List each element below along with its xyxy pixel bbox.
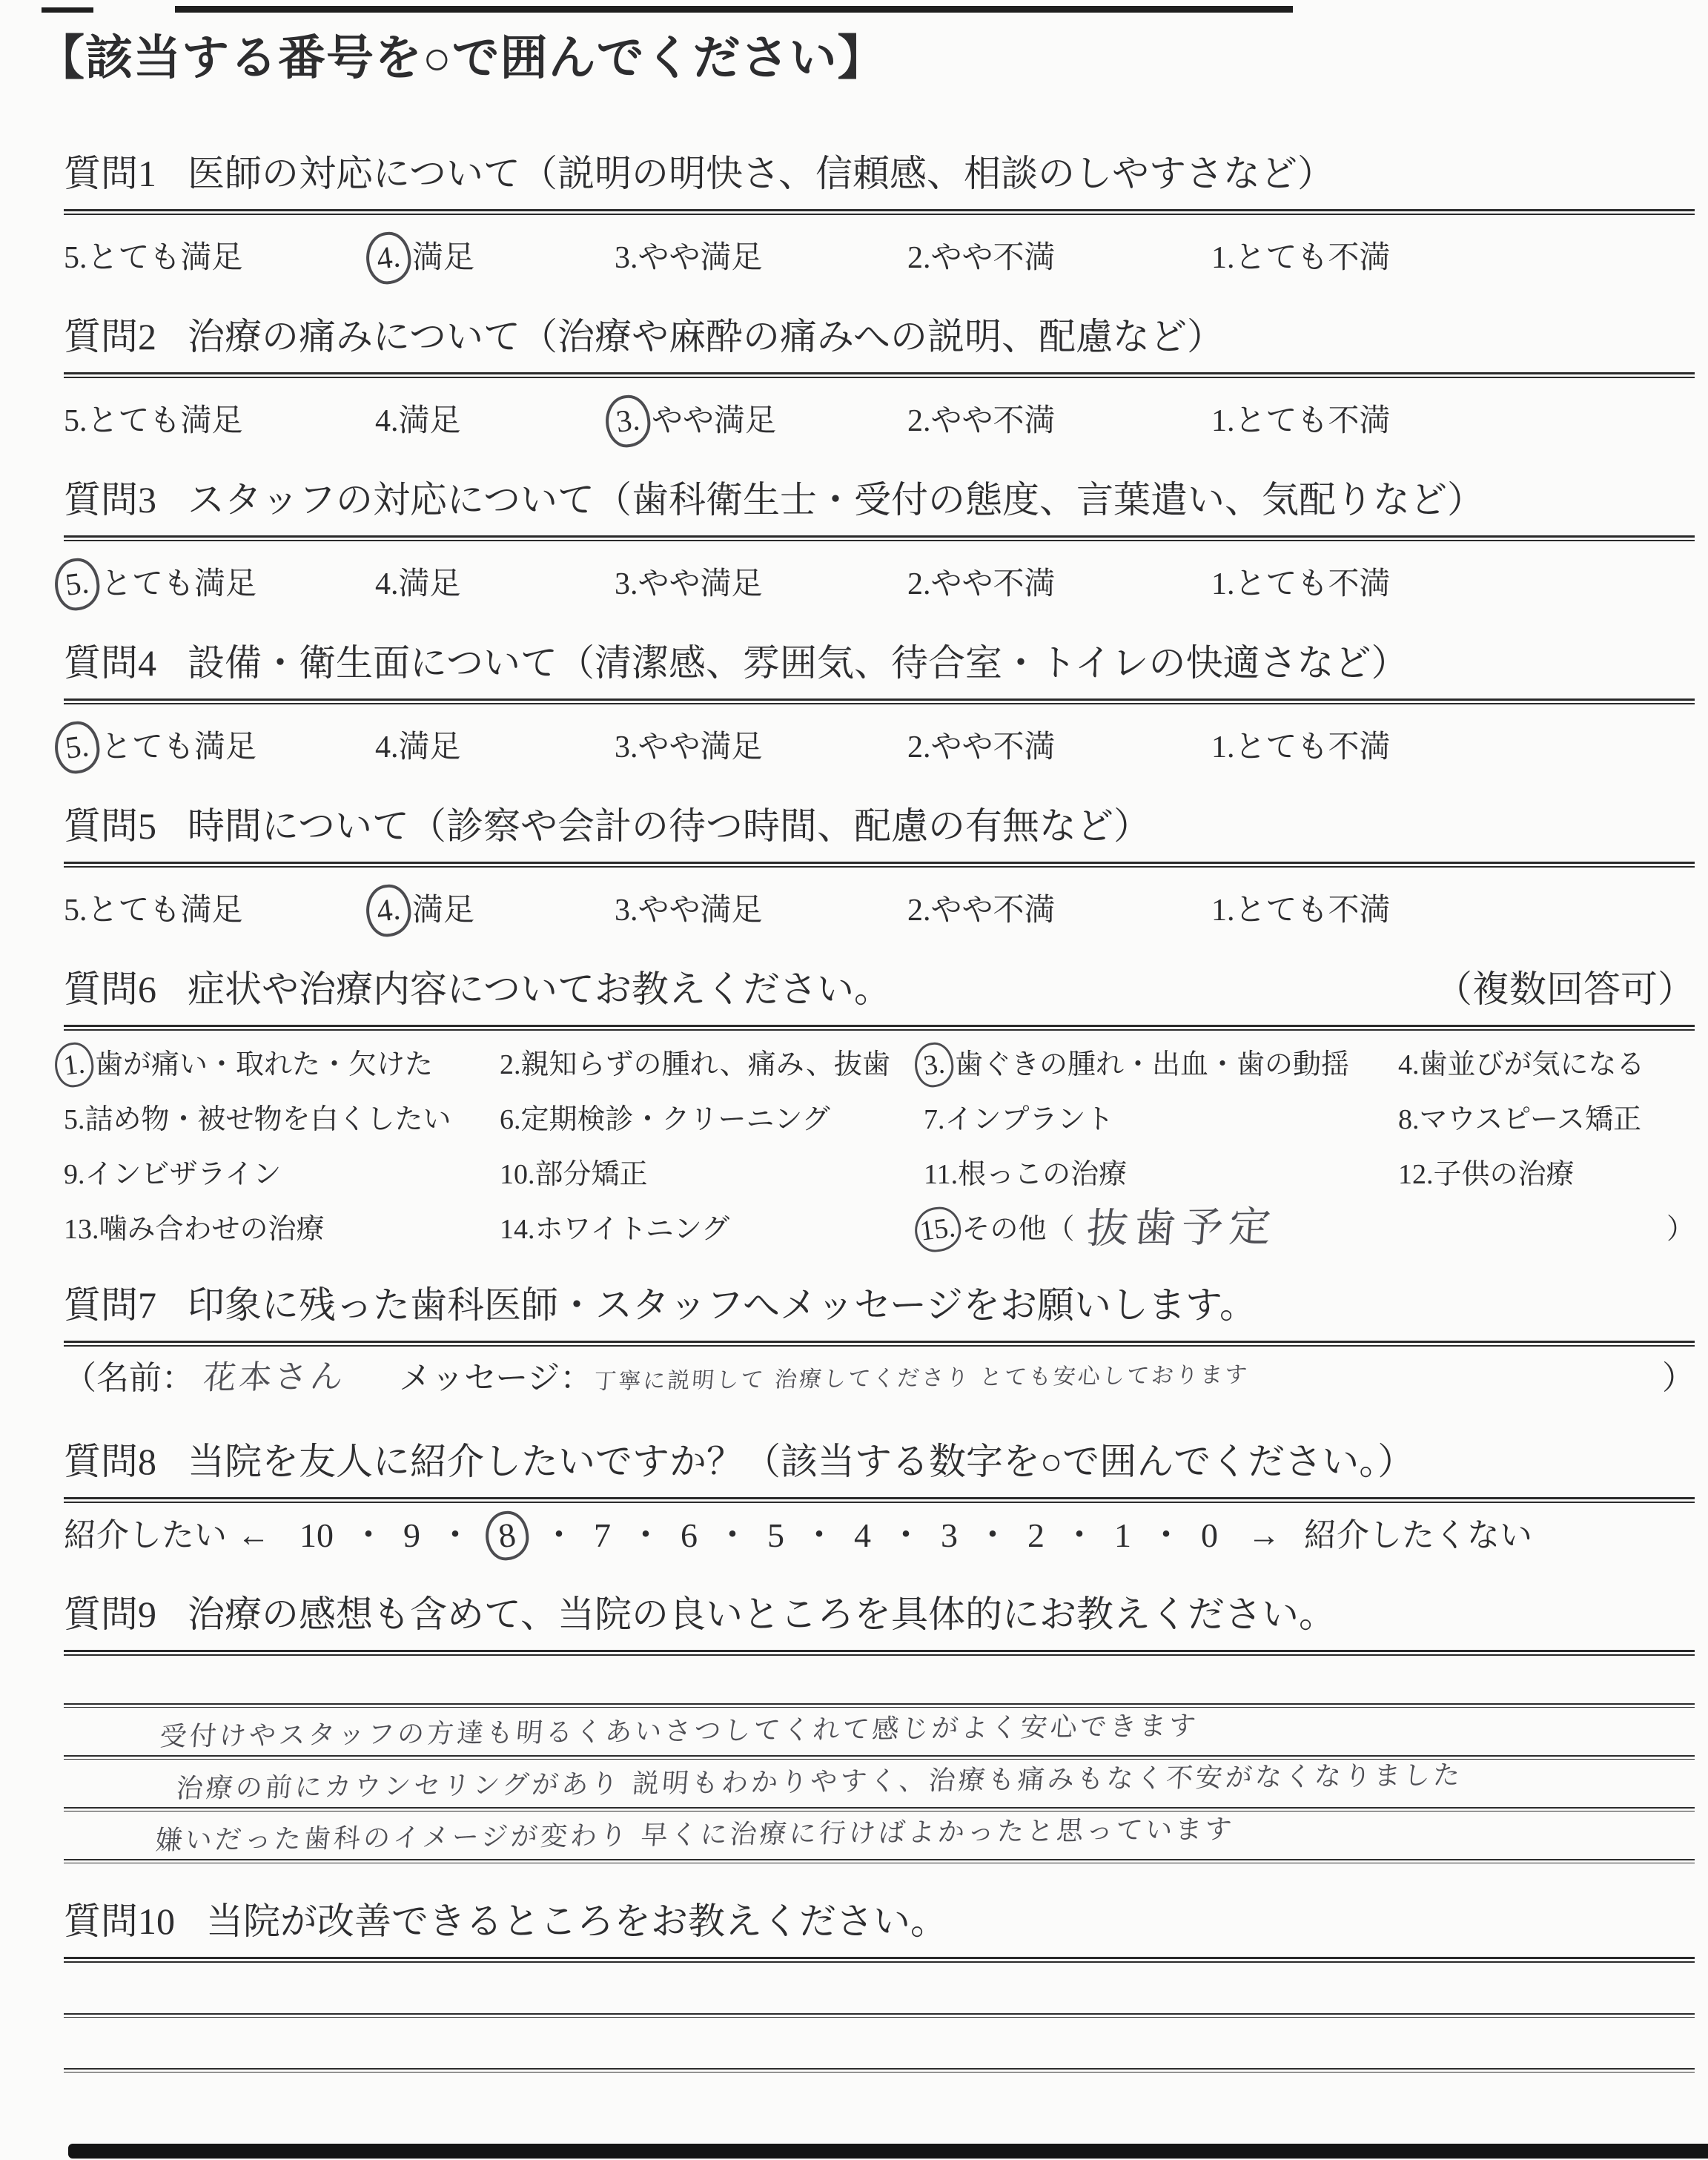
question-topic: 医師の対応について（説明の明快さ、信頼感、相談のしやすさなど） xyxy=(188,152,1334,194)
option-label: 満足 xyxy=(412,240,475,275)
question-topic: 設備・衛生面について（清潔感、雰囲気、待合室・トイレの快適さなど） xyxy=(188,641,1409,684)
closing-paren: ） xyxy=(1666,1213,1695,1245)
option-label: やや不満 xyxy=(930,567,1056,601)
option-number-circled: 15. xyxy=(913,1204,963,1254)
rating-option-1 xyxy=(1211,890,1391,931)
option-number: 2. xyxy=(907,893,931,928)
option-number: 12. xyxy=(1398,1158,1434,1190)
dot-separator: ・ xyxy=(976,1516,1010,1554)
rating-option-2 xyxy=(907,727,1211,768)
question-6-options xyxy=(62,1047,1695,1253)
option-label: やや不満 xyxy=(930,240,1056,275)
handwritten-answer-line-3: 嫌いだった歯科のイメージが変わり 早くに治療に行けばよかったと思っています xyxy=(154,1814,1236,1856)
option-label: とても満足 xyxy=(87,403,243,438)
dot-separator: ・ xyxy=(1149,1516,1183,1554)
nps-10: 10 xyxy=(299,1516,334,1554)
nps-7: 7 xyxy=(594,1516,611,1554)
option-label: やや不満 xyxy=(930,403,1056,438)
option-number: 4. xyxy=(375,403,399,438)
divider-line xyxy=(64,1025,1695,1031)
question-4-options xyxy=(64,727,1695,768)
option-number: 4. xyxy=(375,567,399,601)
rating-option-5 xyxy=(64,237,375,279)
rating-option-1 xyxy=(1211,727,1391,768)
option-label: とても満足 xyxy=(87,893,243,928)
dot-separator: ・ xyxy=(889,1516,923,1554)
nps-1: 1 xyxy=(1114,1516,1131,1554)
symptom-option-14 xyxy=(500,1212,924,1247)
answer-line-blank xyxy=(64,1656,1695,1708)
nps-9: 9 xyxy=(403,1516,420,1554)
option-number: 11. xyxy=(924,1158,959,1190)
divider-line xyxy=(64,1957,1695,1963)
answer-line-blank xyxy=(64,1963,1695,2018)
option-label: 根っこの治療 xyxy=(958,1158,1128,1190)
message-field-label: メッセージ： xyxy=(399,1359,593,1396)
question-7-answer-row xyxy=(64,1357,1695,1404)
rating-option-4 xyxy=(375,237,615,279)
question-number-label: 質問7 xyxy=(64,1284,156,1326)
option-number: 6. xyxy=(500,1103,521,1135)
dot-separator: ・ xyxy=(438,1516,472,1554)
symptom-option-6 xyxy=(500,1102,924,1137)
question-number-label: 質問6 xyxy=(64,968,156,1010)
divider-line xyxy=(64,1341,1695,1347)
option-label: 歯並びが気になる xyxy=(1419,1048,1645,1080)
handwritten-message: 丁寧に説明して 治療してくださり とても安心しております xyxy=(593,1361,1251,1395)
rating-option-3 xyxy=(615,564,907,605)
dot-separator: ・ xyxy=(802,1516,836,1554)
handwritten-other-answer: 抜歯予定 xyxy=(1084,1202,1279,1253)
rating-option-4 xyxy=(375,727,615,768)
option-label: やや満足 xyxy=(638,240,763,275)
option-number: 3. xyxy=(615,893,638,928)
option-label: やや満足 xyxy=(638,730,763,764)
option-number: 2. xyxy=(907,567,931,601)
option-number: 7. xyxy=(924,1103,945,1135)
form-title: 【該当する番号を○で囲んでください】 xyxy=(37,32,886,85)
question-4 xyxy=(64,641,1695,768)
scale-right-label: 紹介したくない xyxy=(1304,1516,1532,1553)
option-label: とても不満 xyxy=(1234,567,1391,601)
option-number: 10. xyxy=(500,1158,535,1190)
rating-option-3 xyxy=(615,237,907,279)
option-number: 1. xyxy=(1211,403,1235,438)
option-label: とても満足 xyxy=(101,567,257,601)
symptom-option-13 xyxy=(64,1212,500,1247)
option-number-circled: 5. xyxy=(52,719,102,776)
option-number-circled: 3. xyxy=(603,392,653,449)
rating-option-5 xyxy=(64,890,375,931)
question-6 xyxy=(62,967,1695,1253)
option-label: その他（ xyxy=(961,1213,1075,1245)
handwritten-answer-line-1: 受付けやスタッフの方達も明るくあいさつしてくれて感じがよく安心できます xyxy=(159,1710,1200,1752)
option-label: とても不満 xyxy=(1234,403,1391,438)
option-label: 部分矯正 xyxy=(534,1158,648,1190)
question-number-label: 質問2 xyxy=(64,315,156,357)
answer-line-blank xyxy=(64,2018,1695,2073)
question-2 xyxy=(64,314,1695,442)
divider-line xyxy=(64,535,1695,541)
question-3 xyxy=(64,478,1695,605)
symptom-option-12 xyxy=(1398,1157,1695,1192)
option-number: 8. xyxy=(1398,1103,1420,1135)
question-10-header xyxy=(64,1899,1695,1943)
divider-line xyxy=(64,1497,1695,1503)
question-number-label: 質問1 xyxy=(64,152,156,194)
rating-option-2 xyxy=(907,564,1211,605)
option-label: やや満足 xyxy=(638,893,763,928)
closing-paren: ） xyxy=(1662,1359,1695,1396)
dot-separator: ・ xyxy=(351,1516,385,1554)
answer-line-1 xyxy=(64,1708,1695,1760)
rating-option-5 xyxy=(64,727,375,768)
option-number-circled: 5. xyxy=(52,555,102,612)
option-label: やや不満 xyxy=(930,893,1056,928)
rating-option-3 xyxy=(615,890,907,931)
symptom-option-3 xyxy=(921,1047,1398,1083)
question-8-header xyxy=(64,1439,1695,1484)
question-3-header xyxy=(64,478,1695,522)
option-label: ホワイトニング xyxy=(534,1213,730,1245)
question-6-header xyxy=(64,967,1695,1011)
option-label: とても不満 xyxy=(1234,730,1391,764)
option-label: やや満足 xyxy=(638,567,763,601)
nps-4: 4 xyxy=(854,1516,871,1554)
nps-0: 0 xyxy=(1201,1516,1218,1554)
option-number: 13. xyxy=(64,1213,99,1245)
option-number-circled: 4. xyxy=(363,229,414,286)
rating-option-3 xyxy=(615,727,907,768)
question-number-label: 質問8 xyxy=(64,1440,156,1482)
option-label: 歯が痛い・取れた・欠けた xyxy=(95,1048,434,1080)
option-label: 詰め物・被せ物を白くしたい xyxy=(85,1103,451,1135)
option-label: とても不満 xyxy=(1234,893,1391,928)
option-label: 満足 xyxy=(412,893,475,928)
rating-option-2 xyxy=(907,400,1211,442)
option-number: 1. xyxy=(1211,240,1235,275)
option-number: 5. xyxy=(64,403,87,438)
dot-separator: ・ xyxy=(542,1516,576,1554)
rating-option-3 xyxy=(615,400,907,442)
option-label: インビザライン xyxy=(85,1158,282,1190)
question-topic: 治療の感想も含めて、当院の良いところを具体的にお教えください。 xyxy=(188,1593,1336,1635)
symptom-option-15-other xyxy=(918,1202,1695,1253)
handwritten-answer-line-2: 治療の前にカウンセリングがあり 説明もわかりやすく、治療も痛みもなく不安がなくなりました xyxy=(175,1760,1464,1804)
divider-line xyxy=(64,862,1695,868)
rating-option-5 xyxy=(64,400,375,442)
option-number: 3. xyxy=(615,567,638,601)
right-arrow-icon: → xyxy=(1248,1516,1280,1553)
option-label: インプラント xyxy=(944,1103,1114,1135)
rating-option-4 xyxy=(375,890,615,931)
question-1 xyxy=(64,151,1695,279)
divider-line xyxy=(64,1650,1695,1656)
option-label: マウスピース矯正 xyxy=(1419,1103,1641,1135)
option-number: 9. xyxy=(64,1158,85,1190)
answer-line-2 xyxy=(64,1760,1695,1811)
dot-separator: ・ xyxy=(1062,1516,1096,1554)
question-2-header xyxy=(64,314,1695,359)
question-topic: 症状や治療内容についてお教えください。 xyxy=(188,968,891,1010)
scan-edge-band-bottom xyxy=(68,2144,1708,2159)
option-number: 2. xyxy=(500,1048,521,1080)
dot-separator: ・ xyxy=(629,1516,663,1554)
rating-option-4 xyxy=(375,564,615,605)
question-8 xyxy=(64,1439,1695,1556)
question-number-label: 質問5 xyxy=(64,805,156,847)
option-label: 子供の治療 xyxy=(1433,1158,1575,1190)
divider-line xyxy=(64,698,1695,704)
option-label: やや満足 xyxy=(652,403,777,438)
symptom-option-7 xyxy=(924,1102,1398,1137)
option-label: やや不満 xyxy=(930,730,1056,764)
rating-option-1 xyxy=(1211,564,1391,605)
question-topic: 治療の痛みについて（治療や麻酔の痛みへの説明、配慮など） xyxy=(188,315,1224,357)
option-number: 1. xyxy=(1211,730,1235,764)
question-7-header xyxy=(64,1283,1695,1327)
question-3-options xyxy=(64,564,1695,605)
option-label: とても満足 xyxy=(87,240,243,275)
divider-line xyxy=(64,209,1695,215)
option-number: 1. xyxy=(1211,893,1235,928)
question-5-header xyxy=(64,804,1695,848)
question-topic: 当院が改善できるところをお教えください。 xyxy=(206,1900,947,1942)
question-5 xyxy=(64,804,1695,931)
question-1-options xyxy=(64,237,1695,279)
question-4-header xyxy=(64,641,1695,685)
nps-scale-row xyxy=(64,1515,1695,1556)
option-label: とても不満 xyxy=(1234,240,1391,275)
question-number-label: 質問3 xyxy=(64,478,156,521)
option-label: 噛み合わせの治療 xyxy=(99,1213,325,1245)
question-topic: 時間について（診察や会計の待つ時間、配慮の有無など） xyxy=(188,805,1151,847)
left-arrow-icon: ← xyxy=(237,1516,270,1553)
rating-option-1 xyxy=(1211,400,1391,442)
option-label: 満足 xyxy=(398,403,461,438)
option-number: 1. xyxy=(1211,567,1235,601)
symptom-option-11 xyxy=(924,1157,1398,1192)
option-label: とても満足 xyxy=(101,730,257,764)
option-number-circled: 4. xyxy=(363,882,414,939)
symptom-option-5 xyxy=(64,1102,500,1137)
nps-3: 3 xyxy=(941,1516,958,1554)
option-number: 14. xyxy=(500,1213,535,1245)
symptom-option-2 xyxy=(500,1047,924,1083)
option-number: 3. xyxy=(615,730,638,764)
scale-left-label: 紹介したい xyxy=(64,1516,227,1553)
question-5-options xyxy=(64,890,1695,931)
question-9-header xyxy=(64,1592,1695,1636)
rating-option-1 xyxy=(1211,237,1391,279)
option-label: 満足 xyxy=(398,567,461,601)
option-number: 5. xyxy=(64,240,87,275)
multiple-answer-note: （複数回答可） xyxy=(1435,968,1695,1010)
question-topic: 当院を友人に紹介したいですか？（該当する数字を○で囲んでください。） xyxy=(188,1440,1415,1482)
option-number: 3. xyxy=(615,240,638,275)
question-7 xyxy=(64,1283,1695,1404)
answer-line-3 xyxy=(64,1811,1695,1863)
question-2-options xyxy=(64,400,1695,442)
nps-numbers xyxy=(299,1515,1218,1556)
symptom-option-9 xyxy=(64,1157,500,1192)
option-label: 歯ぐきの腫れ・出血・歯の動揺 xyxy=(955,1048,1350,1080)
question-number-label: 質問4 xyxy=(64,641,156,684)
nps-6: 6 xyxy=(681,1516,698,1554)
symptom-option-10 xyxy=(500,1157,924,1192)
handwritten-name: 花本さん xyxy=(202,1357,348,1397)
symptom-option-1 xyxy=(64,1047,500,1083)
symptom-option-8 xyxy=(1398,1102,1695,1137)
dot-separator: ・ xyxy=(715,1516,749,1554)
option-label: 定期検診・クリーニング xyxy=(520,1103,830,1135)
option-number: 4. xyxy=(375,730,399,764)
question-10 xyxy=(64,1899,1695,2073)
option-number: 2. xyxy=(907,240,931,275)
option-label: 満足 xyxy=(398,730,461,764)
option-number: 5. xyxy=(64,1103,85,1135)
option-label: 親知らずの腫れ、痛み、抜歯 xyxy=(520,1048,891,1080)
option-number: 2. xyxy=(907,730,931,764)
divider-line xyxy=(64,372,1695,378)
question-number-label: 質問9 xyxy=(64,1593,156,1635)
symptom-option-4 xyxy=(1398,1047,1695,1083)
rating-option-2 xyxy=(907,237,1211,279)
rating-option-5 xyxy=(64,564,375,605)
option-number-circled: 1. xyxy=(53,1040,96,1089)
question-topic: 印象に残った歯科医師・スタッフへメッセージをお願いします。 xyxy=(188,1284,1257,1326)
nps-5: 5 xyxy=(767,1516,784,1554)
rating-option-4 xyxy=(375,400,615,442)
option-number: 4. xyxy=(1398,1048,1420,1080)
question-1-header xyxy=(64,151,1695,196)
question-9 xyxy=(64,1592,1695,1863)
question-number-label: 質問10 xyxy=(64,1900,175,1942)
nps-2: 2 xyxy=(1027,1516,1045,1554)
question-topic: スタッフの対応について（歯科衛生士・受付の態度、言葉遣い、気配りなど） xyxy=(188,478,1484,521)
rating-option-2 xyxy=(907,890,1211,931)
option-number: 2. xyxy=(907,403,931,438)
nps-8-circled: 8 xyxy=(483,1508,532,1562)
option-number-circled: 3. xyxy=(913,1040,956,1089)
name-field-label: （名前： xyxy=(64,1359,194,1396)
option-number: 5. xyxy=(64,893,87,928)
